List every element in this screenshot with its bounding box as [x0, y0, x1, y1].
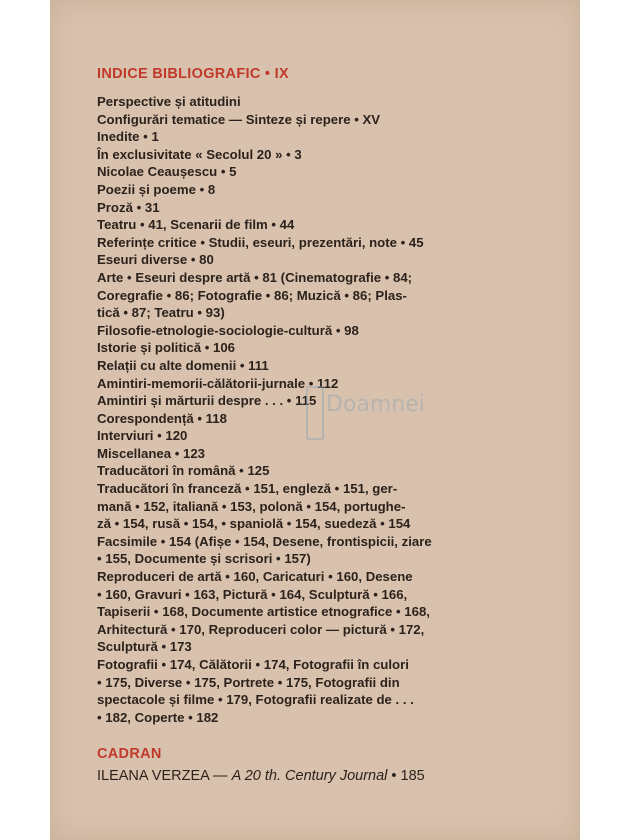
index-entry: Miscellanea • 123	[97, 445, 205, 461]
index-entry: Fotografii • 174, Călătorii • 174, Fotografii în culori	[97, 657, 409, 672]
index-entry: Poezii și poeme • 8	[97, 181, 216, 197]
cadran-heading: CADRAN	[97, 746, 162, 763]
index-entry: Tapiserii • 168, Documente artistice etnografice • 168,	[97, 604, 430, 620]
cadran-title: A 20 th. Century Journal	[231, 768, 388, 785]
index-entries	[97, 93, 557, 726]
watermark-text: Doamnei	[326, 392, 425, 417]
index-entry: • 155, Documente și scrisori • 157)	[97, 551, 311, 567]
index-entry: Eseuri diverse • 80	[97, 252, 214, 268]
index-entry: Inedite • 1	[97, 129, 159, 145]
index-entry: Proză • 31	[97, 199, 160, 215]
index-entry: Coregrafie • 86; Fotografie • 86; Muzică • 86; Plas-	[97, 287, 407, 303]
index-entry: Filosofie-etnologie-sociologie-cultură • 98	[97, 322, 359, 338]
index-entry: Interviuri • 120	[97, 428, 188, 444]
book-page	[50, 0, 580, 840]
index-entry: Reproduceri de artă • 160, Caricaturi • 160, Desene	[97, 569, 413, 585]
index-content	[97, 66, 557, 784]
index-entry: Amintiri-memorii-călătorii-jurnale • 112	[97, 375, 339, 391]
index-entry: Traducători în franceză • 151, engleză • 151, ger-	[97, 481, 398, 497]
index-entry: În exclusivitate « Secolul 20 » • 3	[97, 146, 302, 162]
index-entry: tică • 87; Teatru • 93)	[97, 305, 225, 321]
index-entry: Nicolae Ceaușescu • 5	[97, 164, 237, 180]
index-entry: • 175, Diverse • 175, Portrete • 175, Fotografii din	[97, 674, 400, 690]
index-entry: Sculptură • 173	[97, 639, 192, 655]
cadran-author: ILEANA VERZEA —	[97, 768, 232, 785]
index-heading: INDICE BIBLIOGRAFIC • IX	[97, 66, 289, 82]
index-entry: Relații cu alte domenii • 111	[97, 357, 269, 373]
index-entry: Teatru • 41, Scenarii de film • 44	[97, 217, 295, 233]
index-entry: Referințe critice • Studii, eseuri, prezentări, note • 45	[97, 234, 424, 250]
index-entry: mană • 152, italiană • 153, polonă • 154, portughe-	[97, 498, 406, 514]
index-entry: Arhitectură • 170, Reproduceri color — pictură • 172,	[97, 621, 425, 637]
index-entry: Configurări tematice — Sinteze și repere • XV	[97, 111, 381, 127]
index-entry: spectacole și filme • 179, Fotografii realizate de . . .	[97, 692, 414, 708]
index-entry: Istorie și politică • 106	[97, 340, 236, 356]
index-entry: Amintiri și mărturii despre . . . • 115	[97, 393, 317, 409]
index-entry: ză • 154, rusă • 154, • spaniolă • 154, suedeză • 154	[97, 516, 411, 532]
index-entry: Facsimile • 154 (Afișe • 154, Desene, frontispicii, ziare	[97, 533, 432, 549]
index-entry: Corespondență • 118	[97, 410, 227, 426]
index-entry: • 182, Coperte • 182	[97, 709, 219, 725]
cadran-entry	[97, 768, 557, 784]
index-entry: • 160, Gravuri • 163, Pictură • 164, Sculptură • 166,	[97, 586, 408, 602]
index-entry: Arte • Eseuri despre artă • 81 (Cinematografie • 84;	[97, 269, 413, 285]
index-entry: Traducători în română • 125	[97, 463, 270, 479]
cadran-page: • 185	[387, 768, 425, 785]
index-entry: Perspective și atitudini	[97, 94, 241, 109]
